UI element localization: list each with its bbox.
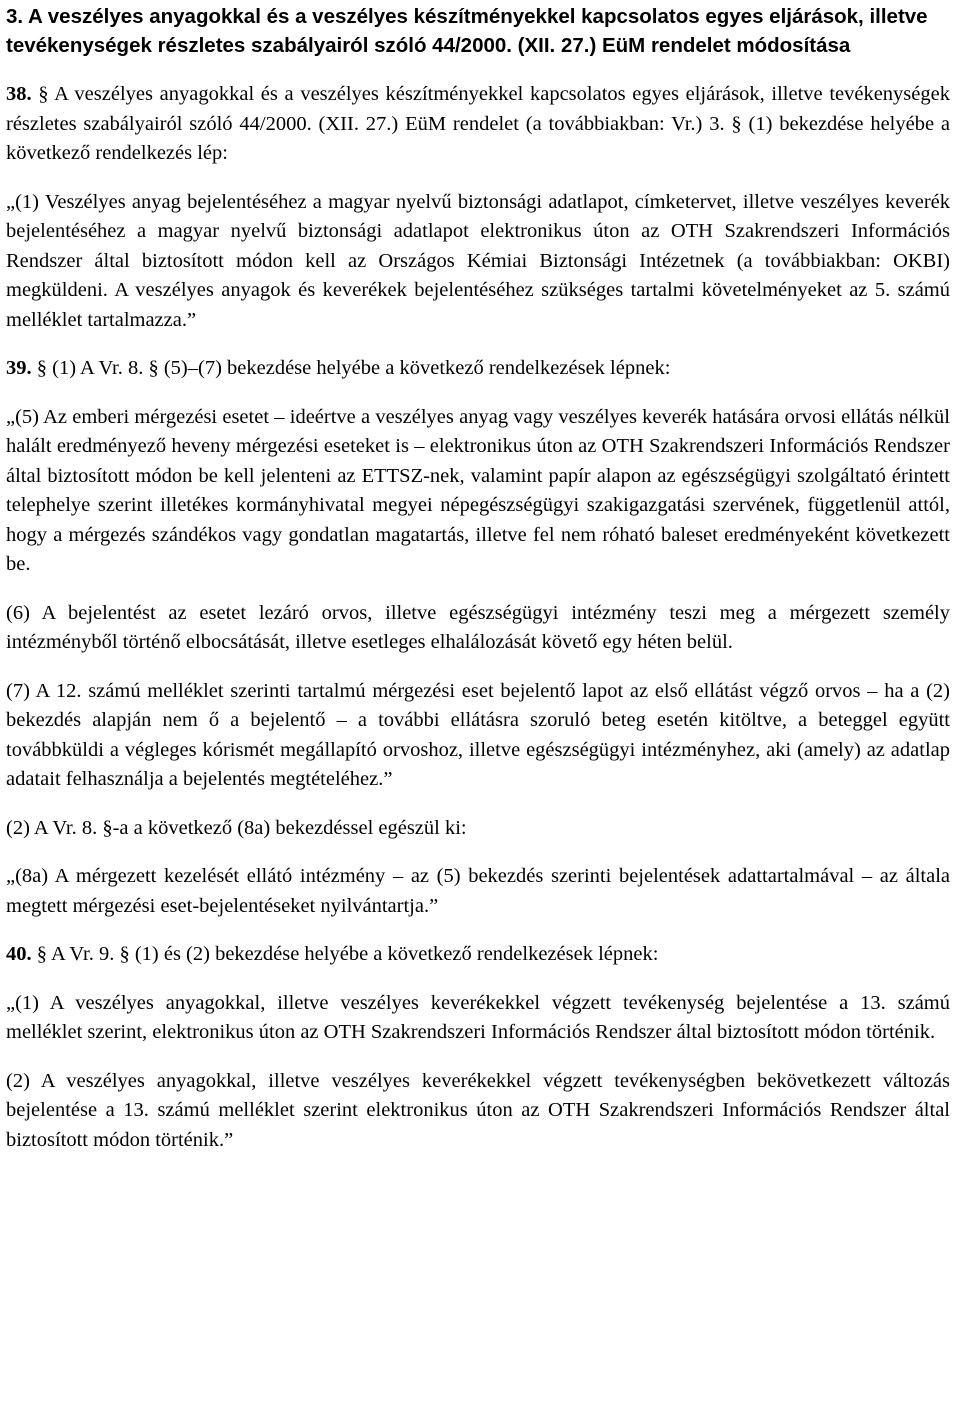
quoted-provision-40-1: „(1) A veszélyes anyagokkal, illetve veszélyes keverékekkel végzett tevékenység bejelentése a 13. számú melléklet szerint, elektronikus úton az OTH Szakrendszeri Információs Rendszer által biztosított módon történik. [6,991,950,1043]
quoted-provision-8a: „(8a) A mérgezett kezelését ellátó intézmény – az (5) bekezdés szerinti bejelentések adattartalmával – az általa megtett mérgezési eset-bejelentéseket nyilvántartja.” [6,865,950,917]
quoted-provision-40-2: (2) A veszélyes anyagokkal, illetve veszélyes keverékekkel végzett tevékenységben bekövetkezett változás bejelentése a 13. számú melléklet szerint elektronikus úton az OTH Szakrendszeri Információs Rendszer által biztosított módon történik.” [6,1069,950,1151]
quoted-provision-1: „(1) Veszélyes anyag bejelentéséhez a magyar nyelvű biztonsági adatlapot, címketervet, illetve veszélyes keverék bejelentéséhez a magyar nyelvű biztonsági adatlapot elektronikus úton az OTH Szakrendszeri Információs Rendszer által biztosított módon kell az Országos Kémiai Biztonsági Intézetnek (a továbbiakban: OKBI) megküldeni. A veszélyes anyagok és keverékek bejelentéséhez szükséges tartalmi követelményeket az 5. számú melléklet tartalmazza.” [6,190,950,331]
paragraph-40 [6,940,950,970]
paragraph-39-2: (2) A Vr. 8. §-a a következő (8a) bekezdéssel egészül ki: [6,816,467,839]
paragraph-number-38: 38. [6,83,32,105]
paragraph-text-40: § A Vr. 9. § (1) és (2) bekezdése helyébe a következő rendelkezések lépnek: [36,943,659,965]
quoted-provision-5: „(5) Az emberi mérgezési esetet – ideértve a veszélyes anyag vagy veszélyes keverék hatására orvosi ellátás nélkül halált eredményező heveny mérgezési eseteket is – elektronikus úton az OTH Szakrendszeri Információs Rendszer által biztosított módon be kell jelenteni az ETTSZ-nek, valamint papír alapon az egészségügyi szolgáltató érintett telephelye szerint illetékes kormányhivatal megyei népegészségügyi szakigazgatási szervének, függetlenül attól, hogy a mérgezés szándékos vagy gondatlan magatartás, illetve fel nem róható baleset eredményeként következett be. [6,405,950,575]
paragraph-number-40: 40. [6,943,32,965]
paragraph-38 [6,80,950,169]
paragraph-39 [6,354,950,384]
paragraph-text-38: § A veszélyes anyagokkal és a veszélyes készítményekkel kapcsolatos egyes eljárások, illetve tevékenységek részletes szabályairól szóló 44/2000. (XII. 27.) EüM rendelet (a továbbiakban: Vr.) 3. § (1) bekezdése helyébe a következő rendelkezés lép: [6,83,950,164]
paragraph-text-39: § (1) A Vr. 8. § (5)–(7) bekezdése helyébe a következő rendelkezések lépnek: [36,357,671,379]
section-heading: 3. A veszélyes anyagokkal és a veszélyes készítményekkel kapcsolatos egyes eljárások, illetve tevékenységek részletes szabályairól szóló 44/2000. (XII. 27.) EüM rendelet módosítása [6,5,928,57]
paragraph-number-39: 39. [6,357,32,379]
quoted-provision-7: (7) A 12. számú melléklet szerinti tartalmú mérgezési eset bejelentő lapot az első ellátást végző orvos – ha a (2) bekezdés alapján nem ő a bejelentő – a további ellátásra szoruló beteg esetén kitöltve, a beteggel együtt továbbküldi a végleges kórismét megállapító orvoshoz, illetve egészségügyi intézményhez, aki (amely) az adatlap adatait felhasználja a bejelentés megtételéhez.” [6,679,950,790]
quoted-provision-6: (6) A bejelentést az esetet lezáró orvos, illetve egészségügyi intézmény teszi meg a mérgezett személy intézményből történő elbocsátását, illetve esetleges elhalálozását követő egy héten belül. [6,601,950,653]
